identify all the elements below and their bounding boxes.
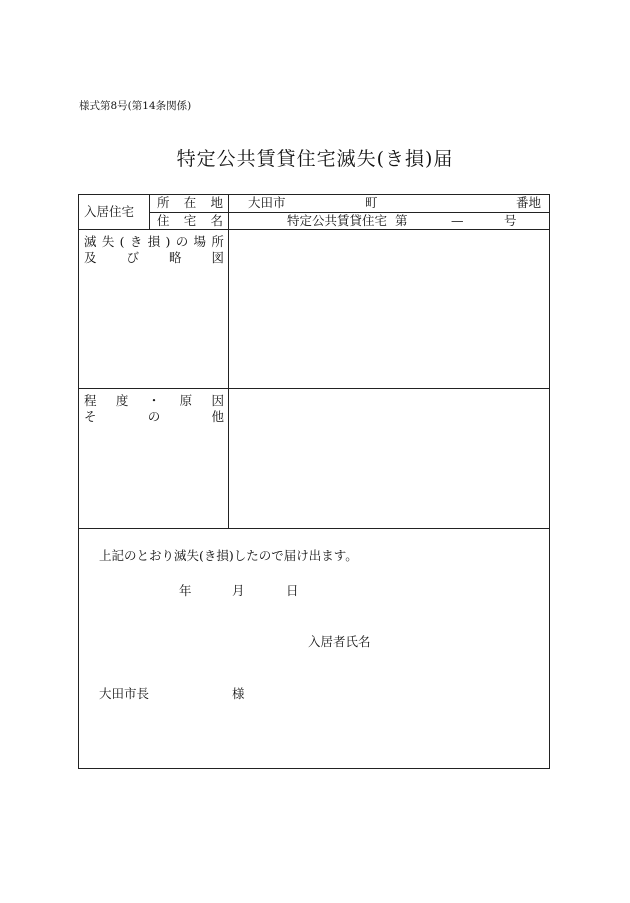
housing-name-label bbox=[157, 215, 223, 228]
addressee: 大田市長 bbox=[99, 686, 150, 701]
other-char-3: 他 bbox=[211, 409, 224, 424]
location-label-char-2: 在 bbox=[183, 195, 197, 210]
loss-char-3: ( bbox=[119, 234, 125, 249]
location-label-char-1: 所 bbox=[157, 195, 170, 210]
honorific: 様 bbox=[232, 686, 245, 701]
extent-char-3: ・ bbox=[147, 393, 161, 408]
sketch-char-2: び bbox=[126, 250, 139, 265]
extent-cause-label-line1 bbox=[84, 395, 224, 408]
housing-name-prefix: 特定公共賃貸住宅 bbox=[287, 213, 388, 228]
extent-char-5: 因 bbox=[211, 393, 224, 408]
housing-name-label-char-2: 宅 bbox=[183, 213, 197, 228]
loss-char-8: 場 bbox=[193, 234, 207, 249]
divider-label-column bbox=[228, 195, 229, 528]
sketch-char-4: 図 bbox=[211, 250, 224, 265]
location-city: 大田市 bbox=[248, 195, 286, 210]
divider-cause-section-bottom bbox=[79, 528, 550, 529]
location-lot-suffix: 番地 bbox=[516, 195, 542, 210]
loss-char-9: 所 bbox=[211, 234, 224, 249]
housing-name-label-char-1: 住 bbox=[157, 213, 170, 228]
report-form-table bbox=[78, 194, 550, 769]
divider-header-bottom bbox=[79, 229, 550, 230]
divider-resident-housing bbox=[149, 195, 150, 229]
resident-name-label: 入居者氏名 bbox=[308, 634, 371, 649]
date-day: 日 bbox=[286, 583, 299, 598]
date-year: 年 bbox=[179, 583, 192, 598]
loss-location-label-line1 bbox=[84, 236, 224, 249]
loss-char-1: 滅 bbox=[84, 234, 97, 249]
extent-char-2: 度 bbox=[115, 393, 129, 408]
other-char-2: の bbox=[147, 409, 161, 424]
location-town-suffix: 町 bbox=[365, 195, 378, 210]
housing-number-go: 号 bbox=[504, 213, 517, 228]
loss-char-4: き bbox=[129, 234, 143, 249]
extent-char-1: 程 bbox=[84, 393, 97, 408]
form-reference-number: 様式第8号(第14条関係) bbox=[79, 100, 192, 112]
housing-name-label-char-3: 名 bbox=[210, 213, 223, 228]
loss-location-label-line2 bbox=[84, 252, 224, 265]
document-title: 特定公共賃貸住宅滅失(き損)届 bbox=[176, 148, 454, 170]
other-char-1: そ bbox=[84, 409, 97, 424]
extent-char-4: 原 bbox=[179, 393, 193, 408]
location-label bbox=[157, 197, 223, 210]
location-label-char-3: 地 bbox=[210, 195, 223, 210]
loss-char-6: ) bbox=[165, 234, 171, 249]
extent-cause-label-line2 bbox=[84, 411, 224, 424]
loss-char-2: 失 bbox=[101, 234, 115, 249]
resident-housing-label: 入居住宅 bbox=[84, 204, 135, 219]
housing-number-ban: 第 bbox=[395, 213, 408, 228]
date-month: 月 bbox=[232, 583, 245, 598]
sketch-char-1: 及 bbox=[84, 250, 97, 265]
loss-char-5: 損 bbox=[147, 234, 161, 249]
declaration-statement: 上記のとおり滅失(き損)したので届け出ます。 bbox=[99, 548, 358, 563]
housing-number-dash: — bbox=[451, 213, 464, 228]
sketch-char-3: 略 bbox=[168, 250, 182, 265]
loss-char-7: の bbox=[175, 234, 189, 249]
divider-map-section-bottom bbox=[79, 388, 550, 389]
